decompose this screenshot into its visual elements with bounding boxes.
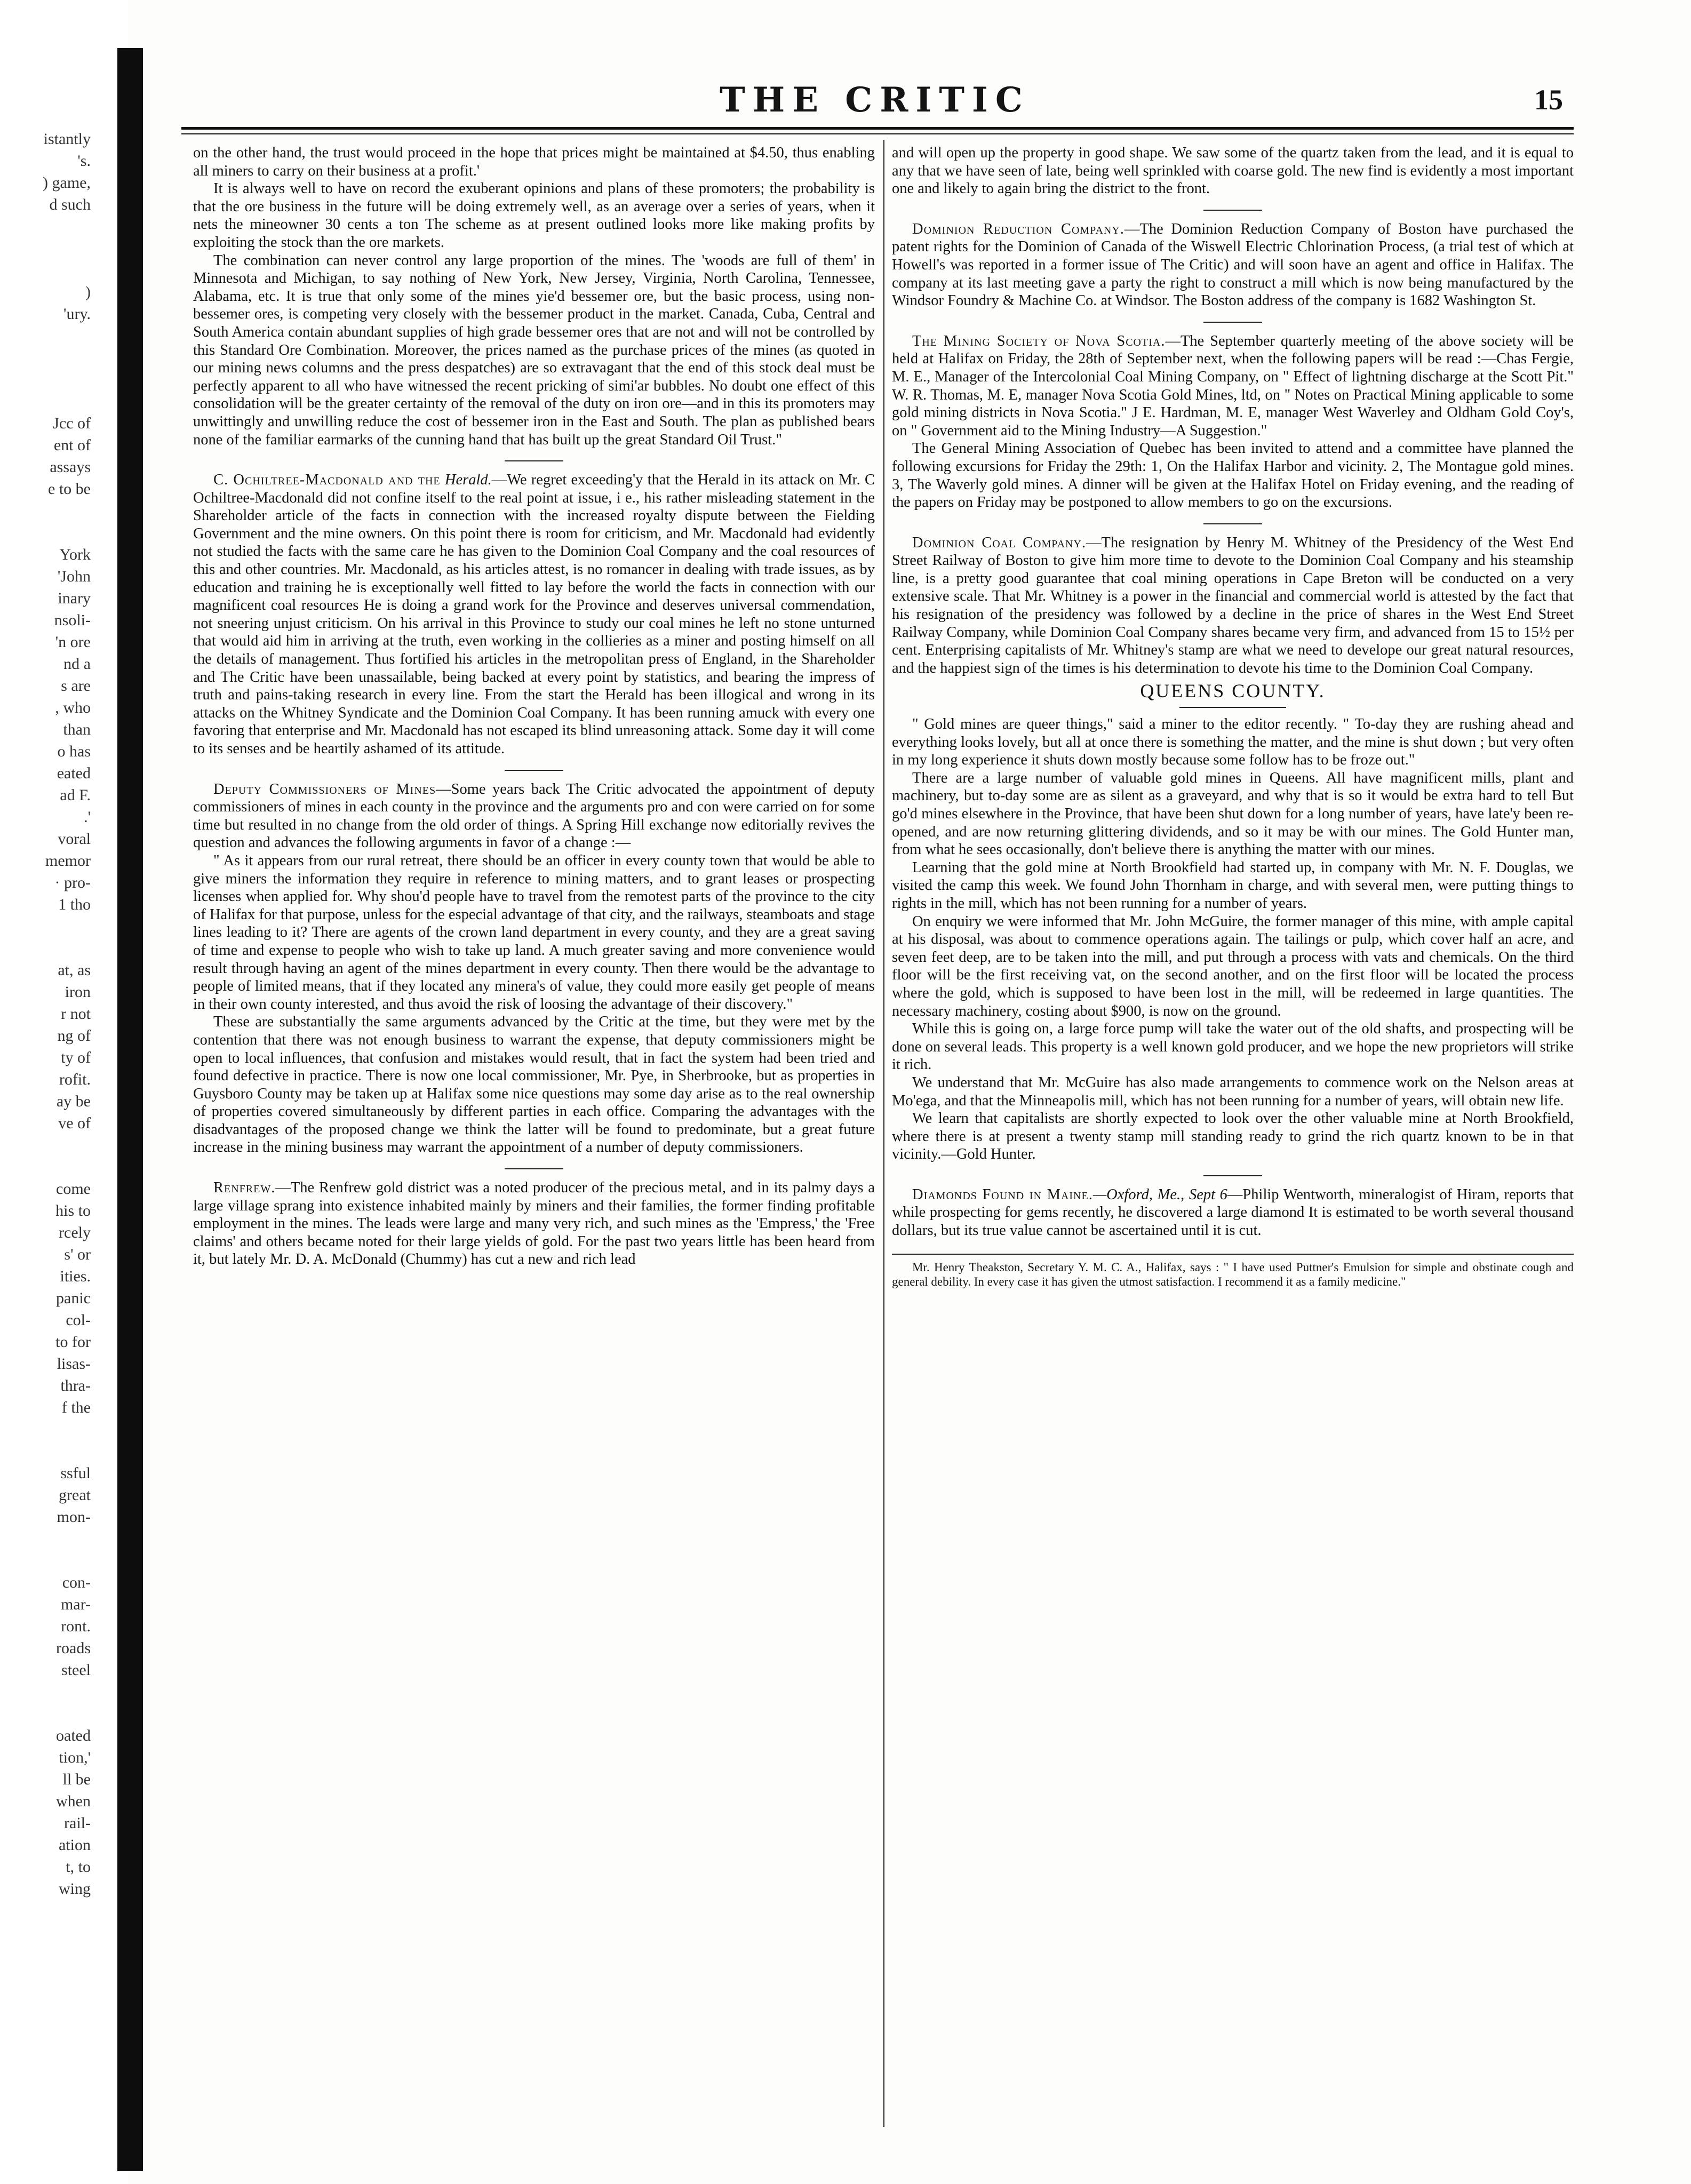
article-dominion-reduction [892, 220, 1574, 310]
article-paragraph: On enquiry we were informed that Mr. John McGuire, the former manager of this mine, with ample capital at his disposal, was about to commence operations again. The tailings or pulp, which cover half an acre, and seven feet deep, are to be taken into the mill, and put through a process with vats and chemicals. On the third floor will be the first receiving vat, on the second another, and on the first floor will be located the process where the gold, which is supposed to have been lost in the mill, will be redeemed in large quantities. The necessary machinery, costing about $900, is now on the ground. [892, 913, 1574, 1019]
section-heading-queens-county: QUEENS COUNTY. [1140, 680, 1326, 702]
article-heading-italic: Herald. [444, 472, 492, 489]
article-body: —Philip Wentworth, mineralogist of Hiram, reports that while prospecting for gems recently, he discovered a large diamond It is estimated to be worth several thousand dollars, but its true value cannot be ascertained until it is cut. [892, 1186, 1574, 1239]
adjacent-page-strip [0, 0, 128, 2184]
article-paragraph: Learning that the gold mine at North Brookfield had started up, in company with Mr. N. F. Douglas, we visited the camp this week. We found John Thornham in charge, and with several men, were putting things to rights in the mill, which has not been running for a number of years. [892, 859, 1574, 912]
masthead-rule [181, 127, 1574, 130]
section-separator [505, 1168, 563, 1169]
article-body: —The Dominion Reduction Company of Boston have purchased the patent rights for the Dominion of Canada of the Wiswell Electric Chlorination Process, (a trial test of which at Howell's was reported in a former issue of The Critic) and will soon have an agent and office in Halifax. The company at its last meeting gave a party the right to construct a mill which is now being manufactured by the Windsor Foundry & Machine Co. at Windsor. The Boston address of the company is 1682 Washington St. [892, 220, 1574, 309]
article-body: —The September quarterly meeting of the above society will be held at Halifax on Friday, the 28th of September next, when the following papers will be read :—Chas Fergie, M. E., Manager of the Intercolonial Coal Mining Company, on " Effect of lightning discharge at the Scott Pit." W. R. Thomas, M. E, manager Nova Scotia Gold Mines, ltd, on " Notes on Practical Mining applicable to some gold mining districts in Nova Scotia." J E. Hardman, M. E, manager West Waverley and Oldham Gold Coy's, on " Government aid to the Mining Industry—A Suggestion." [892, 332, 1574, 439]
article-heading: The Mining Society of Nova Scotia. [912, 332, 1166, 349]
binding-edge [117, 48, 143, 2171]
article-heading: Renfrew. [213, 1179, 276, 1197]
masthead-title: THE CRITIC [720, 80, 1030, 120]
article-ochiltree [193, 471, 875, 758]
article-dateline: —Oxford, Me., Sept 6 [1092, 1186, 1227, 1203]
article-renfrew [193, 1179, 875, 1269]
masthead [176, 80, 1574, 123]
quoted-passage: " As it appears from our rural retreat, there should be an officer in every county town that would be able to give miners the information they require in reference to mining matters, and to grant leases or prospecting licenses when applied for. Why shou'd people have to travel from the remotest parts of the province to the city of Halifax for that purpose, unless for the especial advantage of that city, and the railways, steamboats and stage lines leading to it? There are agents of the crown land department in every county, and they are a great saving of time and expense to people who wish to take up land. A much greater saving and more convenience would result through having an agent of the mines department in every county. Then there would be the advantage to people of limited means, that if they located any minera's of value, they could more easily get people of means in their own county interested, and thus avoid the risk of loosing the advantage of their discovery." [193, 852, 875, 1013]
article-paragraph: " Gold mines are queer things," said a miner to the editor recently. " To-day they are rushing ahead and everything looks lovely, but all at once there is something the matter, and the mine is shut down ; but very often in my long experience it shuts down mostly because some follow has to be froze out." [892, 716, 1574, 769]
article-paragraph: The combination can never control any large proportion of the mines. The 'woods are full of them' in Minnesota and Michigan, to say nothing of New York, New Jersey, Virginia, North Carolina, Tennessee, Alabama, etc. It is true that only some of the mines yie'd bessemer ore, but the basic process, using non-bessemer ores, is competing very closely with the bessemer product in the market. Canada, Cuba, Central and South America contain abundant supplies of high grade bessemer ores that are not and will not be controlled by this Standard Ore Combination. Moreover, the prices named as the purchase prices of the mines (as quoted in our mining news columns and the press despatches) are so extravagant that the end of this stock deal must be perfectly apparent to all who have witnessed the recent pricking of simi'ar bubbles. No doubt one effect of this consolidation will be the greater certainty of the removal of the duty on iron ore—and in this its promoters may unwittingly and unwilling reduce the cost of bessemer iron in the East and South. The plan as published bears none of the familiar earmarks of the cunning hand that has built up the great Standard Oil Trust." [193, 252, 875, 448]
section-separator [505, 770, 563, 771]
advertisement-testimonial: Mr. Henry Theakston, Secretary Y. M. C. A., Halifax, says : " I have used Puttner's Emulsion for simple and obstinate cough and general debility. In every case it has given the utmost satisfaction. I recommend it as a family medicine." [892, 1254, 1574, 1289]
section-separator [1203, 1175, 1262, 1176]
article-paragraph: These are substantially the same arguments advanced by the Critic at the time, but they were met by the contention that there was not enough business to warrant the expense, that deputy commissioners might be open to local influences, that confusion and mistakes would result, that in fact the system had been tried and found defective in practice. There is now one local commissioner, Mr. Pye, in Sherbrooke, but as properties in Guysboro County may be taken up at Halifax some nice questions may some day arise as to the real ownership of properties covered simultaneously by different parties in each office. Comparing the advantages with the disadvantages of the proposed change we think the latter will be found to predominate, but a great future increase in the mining business may warrant the appointment of a number of deputy commissioners. [193, 1014, 875, 1156]
article-mining-society [892, 332, 1574, 440]
article-body: —The Renfrew gold district was a noted producer of the precious metal, and in its palmy days a large village sprang into existence inhabited mainly by miners and their families, the former finding profitable employment in the mines. The leads were large and many very rich, and such mines as the 'Empress,' the 'Free claims' and others became noted for their large yields of gold. For the past two years little has been heard from it, but lately Mr. D. A. McDonald (Chummy) has cut a new and rich lead [193, 1179, 875, 1268]
article-paragraph: on the other hand, the trust would proceed in the hope that prices might be maintained at $4.50, thus enabling all miners to carry on their business at a profit.' [193, 145, 875, 179]
article-body: —The resignation by Henry M. Whitney of the Presidency of the West End Street Railway of Boston to give him more time to devote to the Dominion Coal Company and his steamship line, is a pretty good guarantee that coal mining operations in Cape Breton will be conducted on a very extensive scale. That Mr. Whitney is a power in the financial and commercial world is attested by the fact that his resignation of the presidency was followed by a decline in the price of shares in the West End Street Railway Company, while Dominion Coal Company shares became very firm, and advanced from 15 to 15½ per cent. Enterprising capitalists of Mr. Whitney's stamp are what we need to develope our great natural resources, and the happiest sign of the times is his determination to devote his time to the Dominion Coal Company. [892, 534, 1574, 676]
article-deputy-commissioners [193, 780, 875, 852]
section-separator [1203, 523, 1262, 524]
right-column [892, 144, 1574, 2129]
masthead-rule-thin [181, 133, 1574, 134]
article-heading: Deputy Commissioners of Mines [213, 780, 436, 798]
article-paragraph: and will open up the property in good shape. We saw some of the quartz taken from the lead, and it is equal to any that we have seen of late, being well sprinkled with coarse gold. The new find is evidently a most important one and likely to again bring the district to the front. [892, 145, 1574, 197]
article-paragraph: The General Mining Association of Quebec has been invited to attend and a committee have planned the following excursions for Friday the 29th: 1, On the Halifax Harbor and vicinity. 2, The Montague gold mines. 3, The Waverly gold mines. A dinner will be given at the Halifax Hotel on Friday evening, and the reading of the papers on Friday may be postponed to allow members to go on the excursions. [892, 440, 1574, 511]
article-dominion-coal [892, 534, 1574, 677]
page-number: 15 [1534, 84, 1563, 116]
article-heading: Diamonds Found in Maine. [912, 1186, 1093, 1203]
article-paragraph: We understand that Mr. McGuire has also made arrangements to commence work on the Nelson areas at Mo'ega, and that the Minneapolis mill, which has not been running for a number of years, will obtain new life. [892, 1074, 1574, 1109]
article-diamonds [892, 1186, 1574, 1240]
article-paragraph: We learn that capitalists are shortly expected to look over the other valuable mine at North Brookfield, where there is at present a twenty stamp mill standing ready to grind the rich quartz known to be in that vicinity.—Gold Hunter. [892, 1110, 1574, 1163]
section-separator [505, 460, 563, 461]
article-paragraph: It is always well to have on record the exuberant opinions and plans of these promoters; the probability is that the ore business in the future will be doing extremely well, as an average over a series of years, when it nets the mineowner 30 cents a ton The scheme as at present outlined looks more like making profits by exploiting the stock than the ore markets. [193, 180, 875, 251]
article-paragraph: There are a large number of valuable gold mines in Queens. All have magnificent mills, plant and machinery, but to-day some are as silent as a graveyard, and why that is so it would be extra hard to tell But go'd mines elsewhere in the Province, that have been shut down for a long number of years, have late'y been re-opened, and are now returning glittering dividends, and so it may be with our mines. The Gold Hunter man, from what he sees occasionally, don't believe there is anything the matter with our mines. [892, 769, 1574, 858]
article-heading: Dominion Coal Company. [912, 534, 1087, 551]
section-separator [1203, 210, 1262, 211]
article-body: —Some years back The Critic advocated the appointment of deputy commissioners of mines in each county in the province and the arguments pro and con were carried on for some time but resulted in no change from the old order of things. A Spring Hill exchange now editorially revives the question and advances the following arguments in favor of a change :— [193, 780, 875, 851]
section-heading-rule [1179, 707, 1286, 708]
adjacent-page-fragment: istantly 's. ) game, d such ) 'ury. Jcc of ent of assays e to be York 'John inary nsoli- 'n ore nd a s are , who than o has eated ad F. .' voral memor · pro- 1 tho at, as iron r not ng of ty of rofit. ay be ve of come his to rcely s' or ities. panic col- to for lisas- thra- f the ssful great mon- con- mar- ront. roads steel oated tion,' ll be when rail- ation t, to wing [43, 130, 91, 1898]
article-body: —We regret exceeding'y that the Herald in its attack on Mr. C Ochiltree-Macdonald did not confine itself to the real point at issue, i e., his rather misleading statement in the Shareholder article of the facts in connection with the increased royalty dispute between the Fielding Government and the mine owners. On this point there is room for criticism, and Mr. Macdonald had evidently not studied the facts with the same care he has given to the Dominion Coal Company and the coal resources of this and other countries. Mr. Macdonald, as his articles attest, is no romancer in dealing with trade issues, as by education and training he is exceptionally well fitted to lay before the world the facts in connection with our magnificent coal resources He is doing a grand work for the Province and deserves universal commendation, not sneering unjust criticism. On his arrival in this Province to study our coal mines he left no stone unturned that would aid him in arriving at the truth, even working in the collieries as a miner and posting himself on all the details of management. Thus fortified his articles in the metropolitan press of England, in the Shareholder and The Critic have been unassailable, being backed at every point by statistics, and bearing the impress of truth and pains-taking research in every line. From the start the Herald has been illogical and wrong in its attacks on the Whitney Syndicate and the Dominion Coal Company. It has been running amuck with every one favoring that enterprise and Mr. Macdonald has not escaped its blind unreasoning attack. Some day it will come to its senses and be heartily ashamed of its attitude. [193, 472, 875, 757]
left-column [193, 144, 875, 2129]
article-heading: Dominion Reduction Company. [912, 220, 1124, 237]
article-paragraph: While this is going on, a large force pump will take the water out of the old shafts, and prospecting will be done on several leads. This property is a well known gold producer, and we hope the new proprietors will strike it rich. [892, 1021, 1574, 1073]
column-divider [883, 140, 884, 2127]
section-separator [1203, 322, 1262, 323]
article-heading: C. Ochiltree-Macdonald and the [213, 472, 441, 489]
